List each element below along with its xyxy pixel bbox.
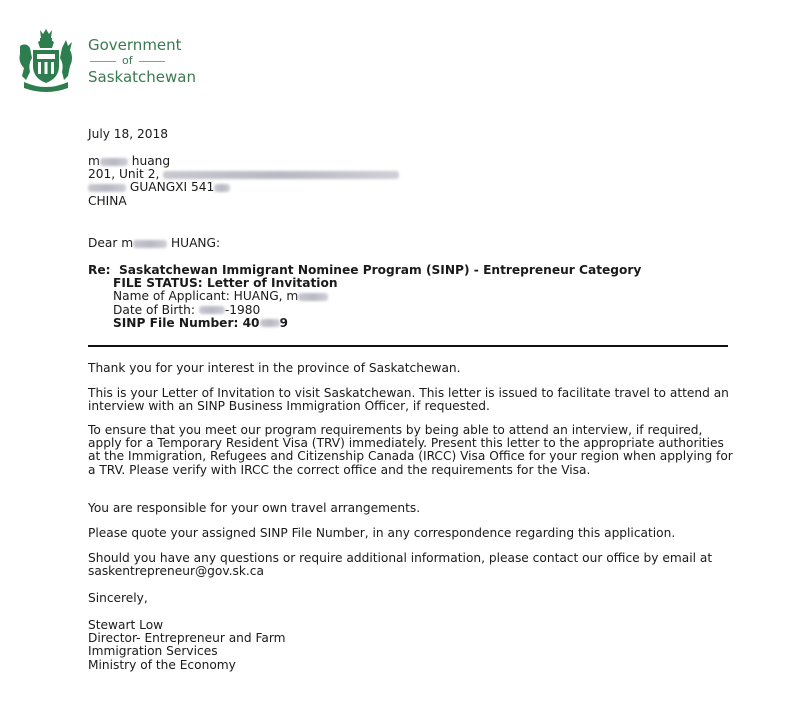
signatory-title-2: Immigration Services [88, 644, 218, 659]
subject-program: Saskatchewan Immigrant Nominee Program (SINP) - Entrepreneur Category [119, 263, 642, 277]
redacted-text [133, 240, 167, 248]
address-line1: 201, Unit 2, [88, 167, 164, 182]
closing: Sincerely, [88, 591, 148, 605]
coat-of-arms-icon [16, 28, 76, 94]
redacted-text [298, 293, 328, 301]
redacted-text [214, 184, 230, 192]
applicant-name: Name of Applicant: HUANG, m [113, 289, 299, 304]
wordmark-rule-left [90, 61, 116, 62]
dob-year: -1980 [224, 302, 261, 317]
recipient-name-prefix: m [88, 154, 100, 168]
subject-block [88, 264, 641, 330]
file-number-prefix: 40 [242, 315, 260, 330]
redacted-text [260, 319, 280, 327]
signature-block [88, 619, 286, 672]
body-paragraph-4: You are responsible for your own travel arrangements. [88, 501, 421, 515]
body-paragraph-2: This is your Letter of Invitation to visit Saskatchewan. This letter is issued to facilitate travel to attend an interview with an SINP Business Immigration Officer, if requested. [88, 386, 729, 414]
re-label: Re: [88, 263, 111, 277]
wordmark-rule-right [139, 61, 165, 62]
letter-date: July 18, 2018 [88, 127, 169, 141]
file-number-label: SINP File Number: [113, 315, 243, 330]
salutation: Dear m HUANG: [88, 236, 221, 250]
redacted-text [199, 306, 225, 314]
section-divider [88, 345, 728, 347]
government-logo [16, 28, 196, 98]
dob-label: Date of Birth: [113, 302, 199, 317]
file-number-suffix: 9 [279, 315, 289, 330]
redacted-text [163, 171, 399, 179]
address-line2: GUANGXI 541 [126, 180, 215, 195]
wordmark-line3: Saskatchewan [88, 68, 196, 86]
government-wordmark [88, 36, 196, 86]
body-paragraph-1: Thank you for your interest in the province of Saskatchewan. [88, 361, 461, 375]
body-paragraph-3: To ensure that you meet our program requirements by being able to attend an interview, if required, apply for a Temporary Resident Visa (TRV) immediately. Present this letter to the appropriate authorities at the Immigration, Refugees and Citizenship Canada (IRCC) Visa Office for your region when applying for a TRV. Please verify with IRCC the correct office and the requirements for the Visa. [88, 423, 733, 477]
recipient-address [88, 155, 399, 208]
redacted-text [88, 184, 126, 192]
redacted-text [100, 158, 128, 166]
recipient-name-suffix: huang [127, 154, 171, 168]
body-paragraph-6: Should you have any questions or require additional information, please contact our office by email at saskentrepreneur@gov.sk.ca [88, 551, 713, 579]
file-status-label: FILE STATUS: [113, 276, 207, 291]
wordmark-line2: of [122, 54, 133, 67]
body-paragraph-5: Please quote your assigned SINP File Number, in any correspondence regarding this application. [88, 526, 676, 540]
wordmark-line1: Government [88, 36, 182, 54]
signatory-name: Stewart Low [88, 618, 164, 632]
signatory-title-1: Director- Entrepreneur and Farm [88, 631, 286, 646]
address-country: CHINA [88, 193, 127, 208]
file-status-value: Letter of Invitation [206, 276, 338, 291]
signatory-title-3: Ministry of the Economy [88, 657, 236, 672]
